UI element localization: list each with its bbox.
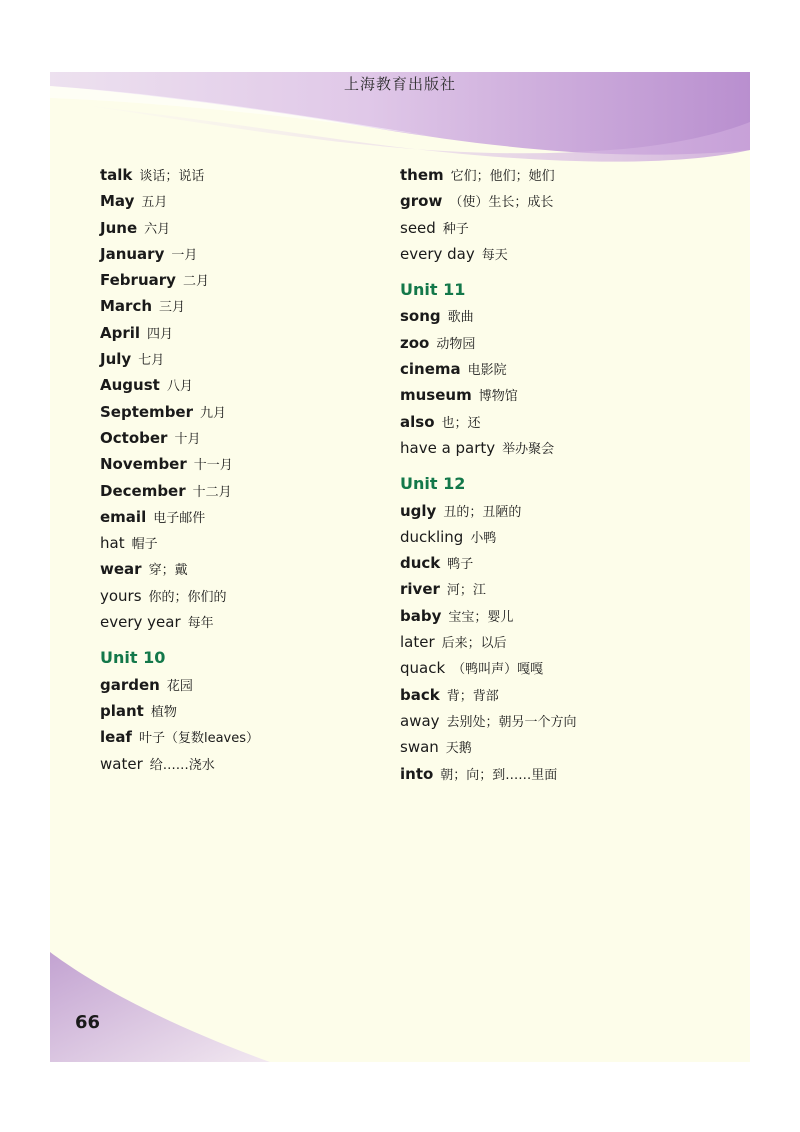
vocabulary-meaning: 二月 (182, 274, 209, 290)
vocabulary-word: September (100, 402, 193, 421)
vocabulary-word: have a party (400, 438, 496, 457)
vocabulary-entry (400, 524, 577, 550)
vocabulary-word: garden (100, 675, 160, 694)
vocabulary-word: song (400, 307, 441, 326)
unit-heading: Unit 10 (100, 648, 166, 668)
vocabulary-word: baby (400, 606, 442, 625)
vocabulary-entry (100, 399, 259, 425)
vocabulary-entry (400, 734, 577, 760)
vocabulary-word: swan (400, 738, 439, 757)
textbook-page (50, 72, 750, 1062)
unit-heading: Unit 11 (400, 280, 466, 300)
vocabulary-entry (400, 215, 577, 241)
publisher-name: 上海教育出版社 (343, 75, 456, 93)
vocabulary-entry (100, 215, 259, 241)
vocabulary-meaning: 谈话；说话 (139, 169, 205, 184)
vocabulary-word: March (100, 297, 153, 316)
vocabulary-word: zoo (400, 333, 430, 352)
vocabulary-entry (100, 346, 259, 372)
vocabulary-entry (400, 356, 577, 382)
vocabulary-meaning: 一月 (171, 247, 198, 263)
vocabulary-entry (100, 372, 259, 398)
vocabulary-word: cinema (400, 360, 461, 379)
vocabulary-meaning: 十二月 (192, 484, 232, 500)
vocabulary-column-right (400, 162, 577, 787)
vocabulary-meaning: 穿；戴 (148, 563, 188, 579)
vocabulary-word: later (400, 633, 435, 652)
footer-decorative-corner (50, 952, 270, 1062)
vocabulary-word: quack (400, 659, 446, 678)
vocabulary-meaning: 博物馆 (478, 389, 518, 405)
vocabulary-word: July (100, 350, 132, 369)
vocabulary-meaning: 朝；向；到……里面 (440, 767, 558, 783)
vocabulary-word: email (100, 507, 147, 526)
vocabulary-entry (100, 293, 259, 319)
vocabulary-word: duck (400, 554, 441, 573)
vocabulary-meaning: （使）生长；成长 (449, 195, 554, 211)
vocabulary-word: February (100, 271, 176, 290)
vocabulary-meaning: 五月 (141, 195, 168, 211)
vocabulary-entry (400, 409, 577, 435)
vocabulary-word: into (400, 764, 434, 783)
vocabulary-meaning: 叶子（复数leaves） (138, 731, 260, 747)
vocabulary-word: January (100, 244, 165, 263)
vocabulary-entry (100, 583, 259, 609)
vocabulary-meaning: 天鹅 (445, 741, 472, 757)
vocabulary-meaning: 电影院 (467, 363, 507, 379)
vocabulary-word: December (100, 481, 186, 500)
vocabulary-column-left (100, 162, 259, 777)
vocabulary-word: grow (400, 192, 443, 211)
vocabulary-word: August (100, 376, 160, 395)
vocabulary-entry (100, 320, 259, 346)
vocabulary-word: wear (100, 560, 142, 579)
vocabulary-word: October (100, 428, 168, 447)
vocabulary-entry (100, 162, 259, 188)
vocabulary-word: duckling (400, 527, 464, 546)
vocabulary-meaning: 十月 (174, 431, 201, 447)
vocabulary-meaning: 歌曲 (447, 310, 474, 326)
vocabulary-entry (100, 241, 259, 267)
vocabulary-meaning: 去别处；朝另一个方向 (446, 714, 577, 730)
vocabulary-entry (400, 550, 577, 576)
vocabulary-word: also (400, 412, 435, 431)
vocabulary-word: them (400, 166, 444, 184)
vocabulary-meaning: 丑的；丑陋的 (443, 504, 522, 520)
vocabulary-entry (100, 504, 259, 530)
vocabulary-word: seed (400, 218, 436, 237)
vocabulary-word: back (400, 685, 440, 704)
vocabulary-entry (100, 609, 259, 635)
vocabulary-entry (100, 188, 259, 214)
vocabulary-entry (100, 425, 259, 451)
vocabulary-meaning: 也；还 (441, 415, 481, 431)
vocabulary-meaning: 它们；他们；她们 (450, 169, 555, 184)
vocabulary-meaning: 每天 (481, 247, 508, 263)
vocabulary-meaning: 花园 (166, 678, 193, 694)
vocabulary-entry (400, 435, 577, 461)
vocabulary-entry (100, 556, 259, 582)
vocabulary-meaning: 种子 (442, 221, 469, 237)
vocabulary-meaning: 你的；你们的 (148, 589, 227, 605)
vocabulary-word: talk (100, 166, 133, 184)
vocabulary-word: leaf (100, 728, 132, 747)
vocabulary-word: ugly (400, 501, 437, 520)
vocabulary-entry (400, 629, 577, 655)
vocabulary-entry (100, 267, 259, 293)
vocabulary-entry (100, 751, 259, 777)
vocabulary-word: plant (100, 701, 144, 720)
vocabulary-entry (400, 382, 577, 408)
vocabulary-entry (400, 655, 577, 681)
vocabulary-entry (400, 708, 577, 734)
vocabulary-meaning: 四月 (147, 326, 174, 342)
vocabulary-meaning: 举办聚会 (502, 441, 555, 457)
vocabulary-word: museum (400, 386, 472, 405)
vocabulary-word: May (100, 192, 135, 211)
vocabulary-meaning: 小鸭 (470, 530, 497, 546)
vocabulary-entry (100, 698, 259, 724)
vocabulary-entry (400, 162, 577, 188)
vocabulary-meaning: （鸭叫声）嘎嘎 (452, 662, 544, 678)
vocabulary-word: river (400, 580, 440, 599)
vocabulary-meaning: 电子邮件 (153, 510, 206, 526)
vocabulary-meaning: 三月 (159, 300, 186, 316)
page-number: 66 (75, 1012, 101, 1033)
vocabulary-entry (100, 530, 259, 556)
vocabulary-entry (400, 303, 577, 329)
vocabulary-meaning: 每年 (187, 616, 214, 632)
vocabulary-meaning: 鸭子 (447, 557, 474, 573)
vocabulary-meaning: 六月 (144, 221, 171, 237)
vocabulary-meaning: 动物园 (436, 336, 476, 352)
vocabulary-entry (100, 451, 259, 477)
vocabulary-entry (100, 724, 259, 750)
vocabulary-entry (400, 603, 577, 629)
vocabulary-meaning: 背；背部 (446, 688, 499, 704)
vocabulary-entry (100, 478, 259, 504)
vocabulary-entry (400, 682, 577, 708)
vocabulary-entry (400, 498, 577, 524)
vocabulary-meaning: 八月 (166, 379, 193, 395)
vocabulary-word: April (100, 323, 141, 342)
vocabulary-entry (400, 188, 577, 214)
vocabulary-meaning: 七月 (138, 353, 165, 369)
vocabulary-meaning: 河；江 (446, 583, 486, 599)
vocabulary-entry (400, 576, 577, 602)
vocabulary-word: November (100, 455, 187, 474)
unit-heading: Unit 12 (400, 474, 466, 494)
vocabulary-word: yours (100, 586, 142, 605)
vocabulary-word: every year (100, 613, 181, 632)
vocabulary-meaning: 后来；以后 (441, 636, 507, 652)
vocabulary-meaning: 给……浇水 (149, 757, 215, 773)
vocabulary-entry (400, 241, 577, 267)
vocabulary-entry (400, 330, 577, 356)
vocabulary-meaning: 九月 (200, 405, 227, 421)
vocabulary-entry (100, 672, 259, 698)
vocabulary-word: hat (100, 534, 125, 553)
vocabulary-meaning: 宝宝；婴儿 (448, 609, 514, 625)
vocabulary-meaning: 帽子 (131, 537, 158, 553)
vocabulary-meaning: 十一月 (193, 458, 233, 474)
vocabulary-word: water (100, 754, 143, 773)
vocabulary-word: every day (400, 244, 475, 263)
vocabulary-word: June (100, 218, 138, 237)
vocabulary-word: away (400, 711, 440, 730)
vocabulary-meaning: 植物 (150, 704, 177, 720)
vocabulary-entry (400, 761, 577, 787)
